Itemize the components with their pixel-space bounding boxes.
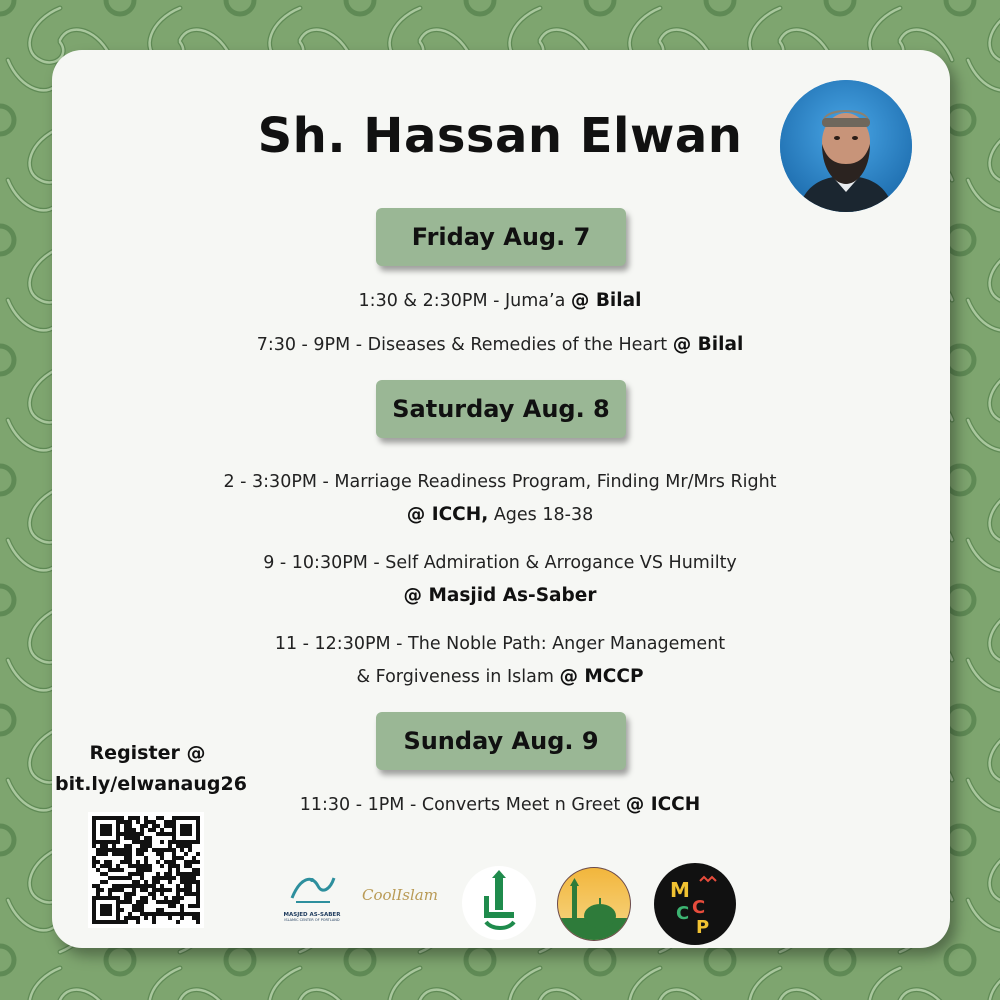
register-note [55, 738, 247, 800]
mosque-calligraphy-icon [462, 866, 536, 940]
register-link[interactable]: bit.ly/elwanaug26 [55, 773, 247, 795]
day-heading: Sunday Aug. 9 [376, 712, 626, 770]
mccp-letter-c2: C [676, 903, 690, 924]
event-venue: @ ICCH [625, 794, 701, 815]
qr-code-icon[interactable] [88, 812, 204, 928]
mosque-sunset-logo [556, 866, 632, 942]
event-line [100, 634, 900, 654]
event-line [100, 472, 900, 492]
event-line [100, 553, 900, 573]
saber-name: MASJED AS-SABER [283, 912, 341, 918]
event-line [100, 290, 900, 311]
event-text: 1:30 & 2:30PM - Juma’a [358, 291, 571, 311]
event-line [100, 666, 900, 687]
event-venue: @ Bilal [672, 334, 744, 355]
masjid-as-saber-logo [282, 868, 342, 932]
masjid-as-saber-calligraphy-icon [282, 868, 342, 908]
mccp-letter-c1: C [692, 897, 706, 918]
mccp-letter-m: M [670, 878, 690, 902]
event-text: 9 - 10:30PM - Self Admiration & Arrogance VS Humilty [263, 553, 737, 573]
event-text: 11:30 - 1PM - Converts Meet n Greet [299, 795, 626, 815]
cool-islam-logo [362, 886, 446, 916]
page-title: Sh. Hassan Elwan [257, 108, 743, 164]
masjid-bilal-logo [462, 866, 536, 940]
saber-subtitle: ISLAMIC CENTER OF PORTLAND [284, 918, 340, 922]
day-heading: Friday Aug. 7 [376, 208, 626, 266]
event-venue: @ MCCP [559, 666, 644, 687]
register-label: Register @ [89, 742, 206, 764]
event-text: 11 - 12:30PM - The Noble Path: Anger Management [274, 634, 726, 654]
event-line [100, 504, 900, 525]
mccp-logo [654, 863, 736, 945]
event-suffix: Ages 18-38 [488, 505, 594, 525]
mccp-icon [654, 863, 736, 945]
event-text: 7:30 - 9PM - Diseases & Remedies of the Heart [256, 335, 673, 355]
mccp-letter-p: P [696, 917, 710, 938]
event-venue: @ Masjid As-Saber [403, 585, 597, 606]
day-heading: Saturday Aug. 8 [376, 380, 626, 438]
mosque-sunset-icon [556, 866, 632, 942]
event-line [100, 334, 900, 355]
event-venue: @ Bilal [570, 290, 642, 311]
speaker-photo-icon [780, 80, 912, 212]
event-text: & Forgiveness in Islam [356, 667, 560, 687]
event-text: 2 - 3:30PM - Marriage Readiness Program, Finding Mr/Mrs Right [223, 472, 777, 492]
speaker-avatar [780, 80, 912, 212]
event-venue: @ ICCH, [406, 504, 489, 525]
cool-islam-wordmark: CoolIslam [362, 886, 438, 904]
event-line [100, 585, 900, 606]
